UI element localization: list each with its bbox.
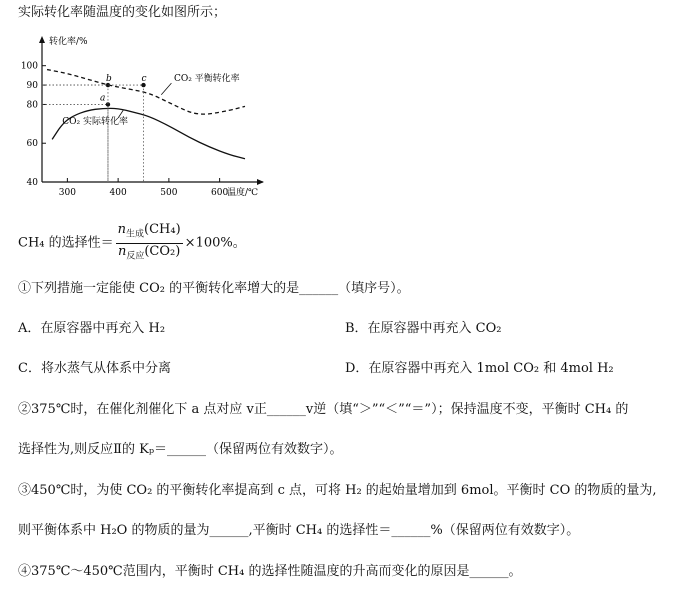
x-axis-label: 温度/℃	[227, 188, 259, 198]
formula-lhs: CH₄ 的选择性＝	[18, 235, 114, 251]
formula-tail: ×100%。	[184, 235, 246, 251]
intro-text: 实际转化率随温度的变化如图所示；	[18, 5, 227, 20]
option-a: A．在原容器中再充入 H₂	[18, 321, 166, 336]
x-tick-label: 500	[160, 188, 178, 198]
point-label-c: c	[141, 74, 147, 85]
series-label-equilibrium: CO₂ 平衡转化率	[173, 74, 240, 85]
question-2-line-2: 选择性为,则反应Ⅱ的 Kₚ＝______（保留两位有效数字）。	[18, 442, 343, 457]
x-tick-label: 600	[211, 188, 229, 198]
formula-fraction	[116, 222, 183, 264]
option-c: C．将水蒸气从体系中分离	[18, 361, 171, 376]
x-tick-label: 300	[58, 188, 76, 198]
question-1: ①下列措施一定能使 CO₂ 的平衡转化率增大的是______（填序号）。	[18, 281, 410, 296]
question-3-line-2: 则平衡体系中 H₂O 的物质的量为______,平衡时 CH₄ 的选择性＝______%（保留两位有效数字）。	[18, 523, 580, 538]
formula-numerator: $n_{生成}(CH_4)$	[116, 222, 183, 244]
y-axis-label: 转化率/%	[49, 37, 88, 47]
y-tick-label: 80	[26, 100, 38, 111]
y-tick-label: 90	[26, 81, 38, 92]
question-4: ④375℃～450℃范围内，平衡时 CH₄ 的选择性随温度的升高而变化的原因是______。	[18, 564, 522, 579]
conversion-chart	[10, 26, 280, 202]
series-label-actual: CO₂ 实际转化率	[62, 116, 129, 127]
point-label-b: b	[105, 74, 112, 85]
option-d: D．在原容器中再充入 1mol CO₂ 和 4mol H₂	[345, 361, 614, 376]
question-3-line-1: ③450℃时，为使 CO₂ 的平衡转化率提高到 c 点，可将 H₂ 的起始量增加到 6mol。平衡时 CO 的物质的量为,	[18, 483, 657, 498]
formula-denominator: $n_{反应}(CO_2)$	[117, 243, 181, 262]
y-tick-label: 100	[20, 61, 38, 72]
point-label-a: a	[99, 93, 106, 104]
x-tick-label: 400	[109, 188, 127, 198]
y-tick-label: 40	[26, 178, 38, 188]
x-axis-arrow	[257, 179, 264, 185]
question-2-line-1: ②375℃时，在催化剂催化下 a 点对应 v正______v逆（填“＞”“＜”“＝”）；保持温度不变，平衡时 CH₄ 的	[18, 402, 629, 417]
y-tick-label: 60	[26, 139, 38, 150]
option-b: B．在原容器中再充入 CO₂	[345, 321, 502, 336]
series-label-leader-equilibrium	[161, 83, 171, 95]
selectivity-formula	[18, 222, 246, 264]
y-axis-arrow	[39, 36, 45, 43]
